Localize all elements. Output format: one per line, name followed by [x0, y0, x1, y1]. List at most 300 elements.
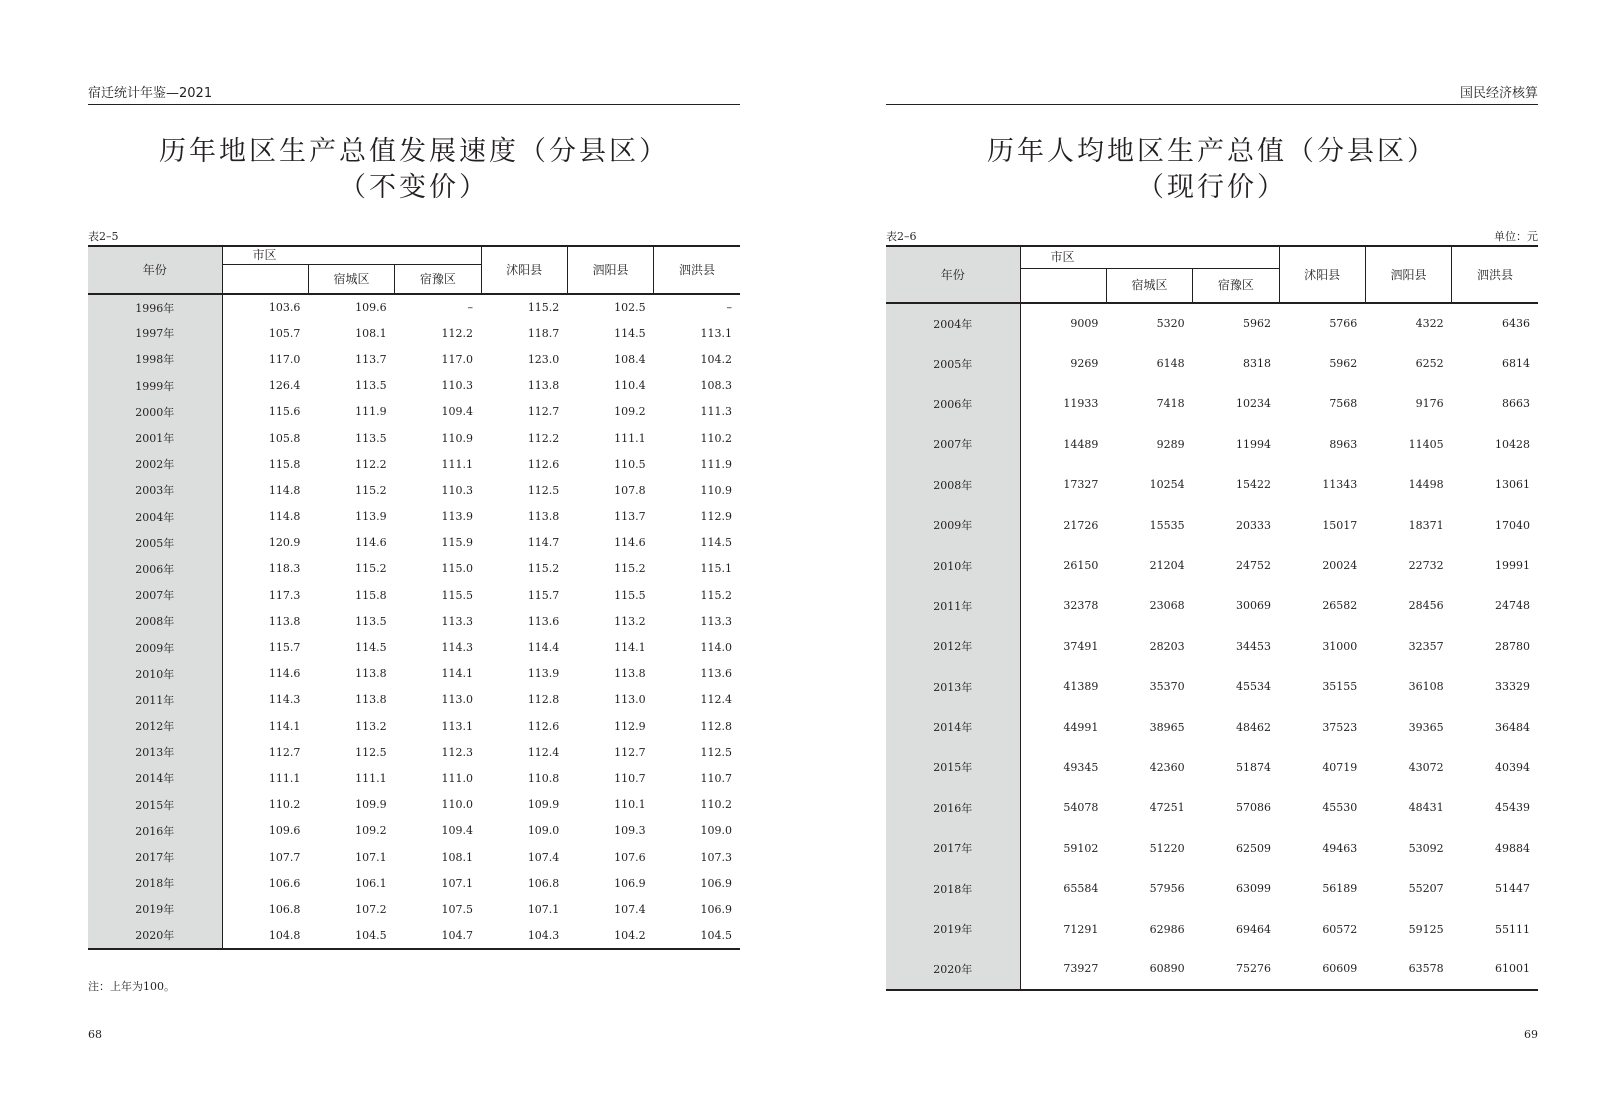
table-cell: 65584 — [1063, 882, 1099, 896]
table-cell: 123.0 — [527, 352, 560, 366]
table-row — [88, 608, 740, 634]
row-year: 2018年 — [886, 868, 1020, 908]
table-cell: 109.2 — [355, 824, 387, 838]
table-cell: 107.1 — [527, 902, 560, 916]
table-cell: 107.4 — [527, 850, 560, 864]
right-page — [886, 0, 1538, 1099]
table-cell: 20333 — [1236, 518, 1271, 532]
table-cell: 115.0 — [441, 562, 473, 576]
per-capita-gdp-table — [886, 245, 1538, 991]
table-cell: 41389 — [1063, 680, 1099, 694]
table-cell: 37491 — [1063, 639, 1099, 653]
table-cell: 112.5 — [527, 483, 560, 497]
row-year: 2018年 — [88, 870, 222, 896]
table-cell: 40394 — [1495, 760, 1530, 774]
table-cell: 30069 — [1236, 599, 1271, 613]
running-head-right: 国民经济核算 — [886, 86, 1538, 105]
table-cell: 51447 — [1495, 882, 1530, 896]
table-row — [886, 788, 1538, 828]
row-year: 2002年 — [88, 451, 222, 477]
table-row — [88, 477, 740, 503]
header-siyang: 泗阳县 — [1365, 246, 1451, 303]
table-cell: 107.1 — [441, 876, 473, 890]
table-title-left — [88, 134, 740, 206]
table-cell: 23068 — [1149, 599, 1185, 613]
table-cell: 13061 — [1495, 478, 1530, 492]
table-cell: 108.3 — [700, 379, 732, 393]
row-year: 2020年 — [88, 923, 222, 949]
table-cell: 106.8 — [527, 876, 560, 890]
table-cell: 21204 — [1149, 559, 1185, 573]
row-year: 2001年 — [88, 425, 222, 451]
table-cell: 19991 — [1495, 559, 1530, 573]
table-cell: 110.9 — [441, 431, 473, 445]
table-cell: 26582 — [1322, 599, 1358, 613]
table-cell: 114.3 — [441, 641, 473, 655]
table-row — [88, 687, 740, 713]
table-cell: 44991 — [1063, 720, 1099, 734]
header-shuyang: 沭阳县 — [481, 246, 567, 294]
header-shiqu: 市区 — [1020, 246, 1279, 268]
table-cell: 8963 — [1329, 437, 1358, 451]
table-cell: 6252 — [1415, 357, 1444, 371]
table-cell: 114.6 — [355, 536, 387, 550]
table-cell: 113.6 — [700, 667, 732, 681]
table-cell: 113.2 — [614, 614, 646, 628]
table-row — [886, 505, 1538, 545]
table-row — [886, 343, 1538, 383]
table-cell: 5962 — [1329, 357, 1358, 371]
table-number-left: 表2–5 — [88, 230, 119, 243]
table-cell: 104.2 — [567, 923, 653, 949]
table-cell: 71291 — [1063, 922, 1099, 936]
table-cell: 104.7 — [395, 923, 481, 949]
table-cell: 15422 — [1236, 478, 1271, 492]
row-year: 2003年 — [88, 477, 222, 503]
table-cell: 47251 — [1149, 801, 1185, 815]
table-cell: 57956 — [1149, 882, 1185, 896]
table-cell: 8318 — [1243, 357, 1271, 371]
table-cell: 113.3 — [441, 614, 473, 628]
row-year: 2013年 — [886, 667, 1020, 707]
row-year: 2016年 — [886, 788, 1020, 828]
table-cell: 6436 — [1502, 317, 1530, 331]
table-cell: 51220 — [1149, 841, 1185, 855]
table-cell: 10234 — [1236, 397, 1271, 411]
table-cell: 73927 — [1020, 949, 1106, 989]
table-row — [886, 909, 1538, 949]
table-cell: 114.6 — [268, 667, 301, 681]
table-cell: 114.1 — [268, 719, 301, 733]
row-year: 2006年 — [88, 556, 222, 582]
table-row — [88, 818, 740, 844]
table-cell: 109.9 — [355, 798, 387, 812]
table-cell: 9269 — [1070, 357, 1099, 371]
table-cell: 109.6 — [268, 824, 301, 838]
header-sucheng: 宿城区 — [1106, 268, 1192, 303]
row-year: 2014年 — [88, 765, 222, 791]
table-cell: 5766 — [1329, 317, 1358, 331]
table-cell: 112.5 — [355, 745, 387, 759]
table-row — [886, 384, 1538, 424]
title-line-2: （现行价） — [1137, 172, 1287, 203]
header-shiqu-total — [222, 264, 308, 294]
table-row — [88, 792, 740, 818]
table-row — [886, 828, 1538, 868]
table-cell: 114.0 — [700, 641, 732, 655]
row-year: 2010年 — [88, 661, 222, 687]
table-cell: 105.7 — [268, 326, 301, 340]
table-cell: 115.8 — [355, 588, 387, 602]
table-cell: 102.5 — [614, 301, 646, 315]
table-cell: 104.2 — [700, 352, 732, 366]
row-year: 1997年 — [88, 320, 222, 346]
table-row — [88, 765, 740, 791]
table-cell: 107.1 — [355, 850, 387, 864]
table-cell: 43072 — [1408, 760, 1444, 774]
table-cell: 35370 — [1149, 680, 1185, 694]
table-row — [88, 896, 740, 922]
table-cell: 115.2 — [614, 562, 646, 576]
table-cell: 107.2 — [355, 902, 387, 916]
table-cell: 111.1 — [441, 457, 473, 471]
left-page — [88, 0, 740, 1099]
table-cell: 59102 — [1063, 841, 1099, 855]
table-cell: 113.9 — [355, 510, 387, 524]
table-cell: 45534 — [1236, 680, 1271, 694]
gdp-growth-table — [88, 245, 740, 950]
table-row — [88, 634, 740, 660]
table-cell: 5962 — [1243, 317, 1271, 331]
header-shuyang: 沭阳县 — [1279, 246, 1365, 303]
table-cell: 115.9 — [441, 536, 473, 550]
table-cell: 112.4 — [527, 745, 560, 759]
table-cell: 109.9 — [527, 798, 560, 812]
header-sihong: 泗洪县 — [1452, 246, 1538, 303]
table-cell: 48462 — [1236, 720, 1271, 734]
table-cell: 115.2 — [355, 562, 387, 576]
row-year: 2005年 — [886, 343, 1020, 383]
table-cell: 55111 — [1495, 922, 1530, 936]
table-cell: 32357 — [1408, 639, 1444, 653]
table-cell: 112.3 — [441, 745, 473, 759]
table-cell: 104.8 — [222, 923, 308, 949]
table-cell: 49463 — [1322, 841, 1358, 855]
table-cell: 31000 — [1322, 639, 1358, 653]
table-cell: 113.2 — [355, 719, 387, 733]
table-row — [886, 545, 1538, 585]
row-year: 2019年 — [88, 896, 222, 922]
table-cell: 54078 — [1063, 801, 1099, 815]
table-title-right — [886, 134, 1538, 206]
title-line-2: （不变价） — [339, 172, 489, 203]
table-cell: 11343 — [1322, 478, 1358, 492]
table-cell: 114.3 — [268, 693, 301, 707]
header-shiqu-total — [1020, 268, 1106, 303]
table-row — [88, 556, 740, 582]
table-cell: 111.3 — [700, 405, 732, 419]
row-year: 2009年 — [886, 505, 1020, 545]
table-cell: 115.7 — [527, 588, 560, 602]
table-cell: 118.3 — [268, 562, 301, 576]
table-cell: 49884 — [1495, 841, 1530, 855]
table-row — [886, 868, 1538, 908]
table-cell: 113.8 — [355, 693, 387, 707]
table-row — [886, 667, 1538, 707]
page-number-left: 68 — [88, 1028, 102, 1041]
table-row — [88, 451, 740, 477]
table-cell: 105.8 — [268, 431, 301, 445]
table-cell: 110.3 — [441, 379, 473, 393]
table-body-left — [88, 294, 740, 949]
table-cell: 18371 — [1408, 518, 1444, 532]
table-cell: 62509 — [1236, 841, 1271, 855]
table-cell: 60572 — [1322, 922, 1358, 936]
row-year: 2012年 — [886, 626, 1020, 666]
table-cell: 115.8 — [268, 457, 301, 471]
table-cell: 9009 — [1070, 317, 1099, 331]
table-cell: 42360 — [1149, 760, 1185, 774]
table-cell: 110.2 — [268, 798, 301, 812]
table-cell: 107.7 — [268, 850, 301, 864]
table-cell: 114.1 — [441, 667, 473, 681]
table-cell: 115.5 — [614, 588, 646, 602]
table-cell: 112.7 — [614, 745, 646, 759]
table-cell: 21726 — [1063, 518, 1099, 532]
table-cell: 114.1 — [614, 641, 646, 655]
table-cell: 34453 — [1236, 639, 1271, 653]
row-year: 2008年 — [88, 608, 222, 634]
table-row — [88, 399, 740, 425]
table-cell: 51874 — [1236, 760, 1271, 774]
unit-label: 单位：元 — [1494, 230, 1538, 243]
table-cell: 114.5 — [355, 641, 387, 655]
table-cell: 120.9 — [268, 536, 301, 550]
table-cell: 112.8 — [527, 693, 560, 707]
table-cell: 114.5 — [614, 326, 646, 340]
row-year: 1999年 — [88, 373, 222, 399]
table-row — [88, 661, 740, 687]
table-cell: 53092 — [1408, 841, 1444, 855]
table-cell: 110.4 — [614, 379, 646, 393]
table-cell: 113.9 — [441, 510, 473, 524]
table-cell: 63578 — [1365, 949, 1451, 989]
table-cell: 55207 — [1408, 882, 1444, 896]
table-cell: 10254 — [1149, 478, 1185, 492]
table-cell: 28780 — [1495, 639, 1530, 653]
table-cell: 112.9 — [700, 510, 732, 524]
table-cell: 36484 — [1495, 720, 1530, 734]
table-row — [886, 586, 1538, 626]
table-cell: 114.5 — [700, 536, 732, 550]
table-cell: 14498 — [1408, 478, 1444, 492]
header-suyu: 宿豫区 — [395, 264, 481, 294]
table-cell: 110.3 — [441, 483, 473, 497]
table-cell: 104.5 — [308, 923, 394, 949]
row-year: 2013年 — [88, 739, 222, 765]
table-cell: 113.3 — [700, 614, 732, 628]
table-row — [88, 713, 740, 739]
table-cell: 60609 — [1279, 949, 1365, 989]
table-cell: 56189 — [1322, 882, 1358, 896]
table-cell: 15535 — [1149, 518, 1185, 532]
table-row — [88, 844, 740, 870]
header-year: 年份 — [886, 246, 1020, 303]
table-cell: 7418 — [1156, 397, 1185, 411]
table-cell: 107.6 — [614, 850, 646, 864]
table-cell: 110.1 — [614, 798, 646, 812]
table-row — [886, 949, 1538, 989]
title-line-1: 历年地区生产总值发展速度（分县区） — [159, 136, 669, 167]
row-year: 2017年 — [886, 828, 1020, 868]
table-cell: 36108 — [1408, 680, 1444, 694]
table-cell: 109.0 — [700, 824, 732, 838]
row-year: 1996年 — [88, 294, 222, 320]
table-cell: 114.6 — [614, 536, 646, 550]
table-cell: 22732 — [1408, 559, 1444, 573]
header-sucheng: 宿城区 — [308, 264, 394, 294]
table-cell: 6814 — [1502, 357, 1530, 371]
table-cell: 11933 — [1063, 397, 1099, 411]
table-cell: 33329 — [1495, 680, 1530, 694]
table-cell: 113.5 — [355, 379, 387, 393]
table-cell: 109.3 — [614, 824, 646, 838]
table-cell: 4322 — [1415, 317, 1444, 331]
table-cell: 113.6 — [527, 614, 560, 628]
table-cell: 113.8 — [527, 379, 560, 393]
table-cell: 113.1 — [441, 719, 473, 733]
table-cell: 114.8 — [268, 483, 301, 497]
table-cell: 20024 — [1322, 559, 1358, 573]
header-sihong: 泗洪县 — [654, 246, 740, 294]
table-cell: 113.8 — [355, 667, 387, 681]
table-cell: 115.5 — [441, 588, 473, 602]
row-year: 2020年 — [886, 949, 1020, 989]
row-year: 2015年 — [886, 747, 1020, 787]
row-year: 2012年 — [88, 713, 222, 739]
table-cell: 106.9 — [700, 876, 732, 890]
table-cell: – — [467, 301, 473, 315]
table-cell: 111.0 — [441, 771, 473, 785]
table-cell: 113.0 — [441, 693, 473, 707]
table-row — [88, 425, 740, 451]
table-cell: 112.6 — [527, 719, 560, 733]
table-cell: 49345 — [1063, 760, 1099, 774]
table-cell: 106.6 — [268, 876, 301, 890]
row-year: 2004年 — [88, 504, 222, 530]
table-cell: 63099 — [1236, 882, 1271, 896]
row-year: 2015年 — [88, 792, 222, 818]
table-cell: 115.2 — [355, 483, 387, 497]
table-row — [88, 373, 740, 399]
table-cell: 113.8 — [268, 614, 301, 628]
table-cell: 24748 — [1495, 599, 1530, 613]
table-cell: 11994 — [1236, 437, 1271, 451]
table-cell: 109.6 — [355, 301, 387, 315]
table-cell: 115.6 — [268, 405, 301, 419]
table-cell: 110.2 — [700, 798, 732, 812]
row-year: 1998年 — [88, 346, 222, 372]
table-cell: 110.7 — [700, 771, 732, 785]
table-cell: 118.7 — [527, 326, 560, 340]
row-year: 2009年 — [88, 634, 222, 660]
table-cell: 113.1 — [700, 326, 732, 340]
table-cell: 14489 — [1063, 437, 1099, 451]
table-cell: 111.1 — [268, 771, 301, 785]
table-cell: 110.7 — [614, 771, 646, 785]
table-cell: 115.2 — [527, 562, 560, 576]
table-cell: 5320 — [1156, 317, 1185, 331]
table-cell: 117.0 — [268, 352, 301, 366]
header-suyu: 宿豫区 — [1193, 268, 1279, 303]
table-cell: 114.7 — [527, 536, 560, 550]
table-cell: 112.8 — [700, 719, 732, 733]
table-cell: 113.5 — [355, 614, 387, 628]
table-cell: 24752 — [1236, 559, 1271, 573]
table-cell: 60890 — [1106, 949, 1192, 989]
table-cell: 38965 — [1149, 720, 1185, 734]
row-year: 2014年 — [886, 707, 1020, 747]
table-cell: 9289 — [1156, 437, 1185, 451]
table-cell: 126.4 — [268, 379, 301, 393]
table-cell: 37523 — [1322, 720, 1358, 734]
table-cell: 107.4 — [614, 902, 646, 916]
table-cell: 111.9 — [355, 405, 387, 419]
table-row — [886, 707, 1538, 747]
table-cell: 39365 — [1408, 720, 1444, 734]
table-cell: 59125 — [1408, 922, 1444, 936]
header-year: 年份 — [88, 246, 222, 294]
table-cell: 109.4 — [441, 405, 473, 419]
table-cell: 45439 — [1495, 801, 1530, 815]
table-cell: 115.7 — [268, 641, 301, 655]
table-cell: 113.7 — [355, 352, 387, 366]
table-cell: 75276 — [1193, 949, 1279, 989]
table-cell: 57086 — [1236, 801, 1271, 815]
row-year: 2008年 — [886, 465, 1020, 505]
table-cell: 17040 — [1495, 518, 1530, 532]
table-cell: 110.8 — [527, 771, 560, 785]
table-cell: 17327 — [1063, 478, 1099, 492]
row-year: 2007年 — [88, 582, 222, 608]
table-cell: 103.6 — [268, 301, 301, 315]
table-cell: 113.8 — [614, 667, 646, 681]
table-row — [886, 424, 1538, 464]
table-cell: 109.0 — [527, 824, 560, 838]
table-cell: 104.3 — [481, 923, 567, 949]
table-cell: 107.8 — [614, 483, 646, 497]
table-cell: 114.4 — [527, 641, 560, 655]
table-cell: 112.4 — [700, 693, 732, 707]
table-cell: 111.1 — [614, 431, 646, 445]
table-cell: 40719 — [1322, 760, 1358, 774]
table-cell: 109.4 — [441, 824, 473, 838]
table-row — [886, 747, 1538, 787]
table-cell: 112.2 — [527, 431, 560, 445]
table-row — [88, 530, 740, 556]
table-row — [886, 465, 1538, 505]
table-cell: 26150 — [1063, 559, 1099, 573]
table-cell: 45530 — [1322, 801, 1358, 815]
row-year: 2019年 — [886, 909, 1020, 949]
row-year: 2011年 — [88, 687, 222, 713]
table-cell: 107.5 — [441, 902, 473, 916]
table-cell: 109.2 — [614, 405, 646, 419]
table-cell: 110.0 — [441, 798, 473, 812]
row-year: 2006年 — [886, 384, 1020, 424]
table-cell: 108.1 — [441, 850, 473, 864]
table-cell: 15017 — [1322, 518, 1358, 532]
